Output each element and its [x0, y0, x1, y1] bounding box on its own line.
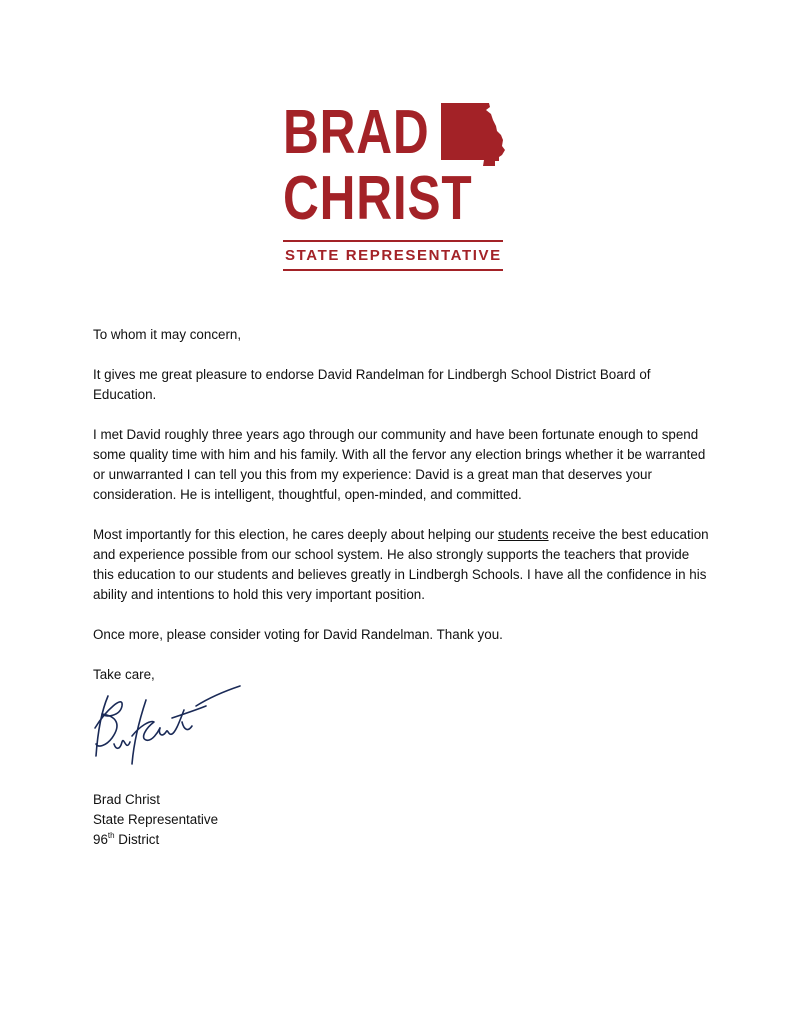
- salutation: To whom it may concern,: [93, 327, 242, 342]
- letterhead-title: STATE REPRESENTATIVE: [285, 247, 502, 264]
- signer-title: State Representative: [93, 812, 219, 827]
- underlined-word-students: students: [497, 527, 549, 542]
- letterhead-first-name: BRAD: [283, 98, 430, 167]
- district-word: District: [114, 832, 160, 847]
- letterhead-top-rule: [283, 240, 503, 242]
- signer-district: [93, 830, 218, 850]
- paragraph-endorsement: It gives me great pleasure to endorse David Randelman for Lindbergh School District Board of Education.: [93, 367, 651, 402]
- letterhead-last-name: CHRIST: [283, 164, 473, 233]
- paragraph-priorities-start: Most importantly for this election, he cares deeply about helping our: [93, 527, 498, 542]
- handwritten-signature: [88, 680, 248, 770]
- district-ordinal-suffix: th: [107, 830, 115, 840]
- closing: Take care,: [93, 667, 155, 682]
- signer-name: Brad Christ: [93, 792, 160, 807]
- sign-off: [93, 790, 218, 850]
- letter-body: [93, 325, 713, 705]
- paragraph-priorities: [93, 525, 713, 605]
- paragraph-closing-request: Once more, please consider voting for David Randelman. Thank you.: [93, 627, 503, 642]
- paragraph-priorities-end: receive the best education and experience possible from our school system. He also strongly supports the teachers that provide this education to our students and believes greatly in Lindbergh Schools. I have all the confidence in his ability and intentions to hold this very important position.: [93, 527, 709, 602]
- paragraph-background: I met David roughly three years ago through our community and have been fortunate enough to spend some quality time with him and his family. With all the fervor any election brings whether it be warranted or unwarranted I can tell you this from my experience: David is a great man that deserves your consideration. He is intelligent, thoughtful, open-minded, and committed.: [93, 427, 706, 502]
- district-number: 96: [93, 832, 108, 847]
- missouri-state-map-icon: [439, 100, 505, 166]
- letterhead-bottom-rule: [283, 269, 503, 271]
- letterhead: [283, 100, 507, 275]
